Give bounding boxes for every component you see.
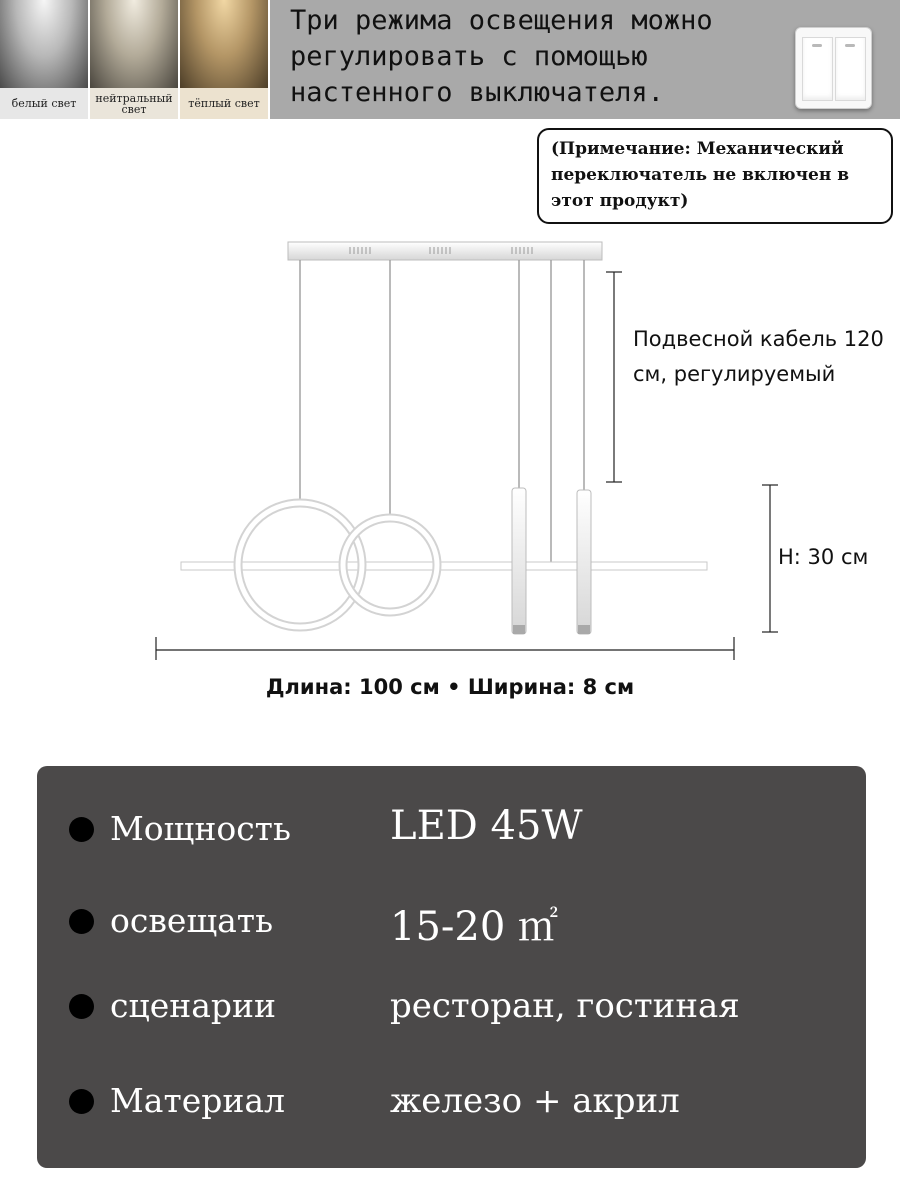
ceiling-canopy [288,242,602,260]
spec-label: Мощность [110,809,291,848]
bullet-icon [69,994,94,1019]
cable-dimension-line [606,272,622,482]
tube-light-left [512,488,526,634]
spec-row-area [37,891,866,951]
spec-value: 15-20 ㎡ [390,904,559,950]
banner-text: Три режима освещения можно регулировать с помощью настенного выключателя. [290,5,713,108]
spec-label: Материал [110,1081,286,1120]
spec-row-scenarios [37,976,866,1036]
cable-length-label: Подвесной кабель 120 см, регулируемый [633,327,884,386]
spec-label: освещать [110,901,274,940]
note-box: (Примечание: Механический переключатель не включен в этот продукт) [537,128,893,224]
tube-light-right [577,490,591,634]
height-dimension-line [762,485,778,632]
light-mode-label: нейтральный свет [90,88,178,119]
light-mode-label: белый свет [0,88,88,119]
bullet-icon [69,909,94,934]
light-bar [181,562,707,570]
size-label: Длина: 100 см • Ширина: 8 см [265,675,635,699]
bullet-icon [69,817,94,842]
spec-label: сценарии [110,986,277,1025]
light-mode-label: тёплый свет [180,88,268,119]
spec-value: ресторан, гостиная [390,986,740,1026]
length-dimension-line [156,637,734,660]
bullet-icon [69,1089,94,1114]
spec-value: LED 45W [390,803,583,849]
spec-row-material [37,1071,866,1131]
spec-row-power [37,799,866,859]
spec-value: железо + акрил [390,1081,680,1121]
specs-panel [37,766,866,1168]
height-label: H: 30 см [778,545,869,569]
